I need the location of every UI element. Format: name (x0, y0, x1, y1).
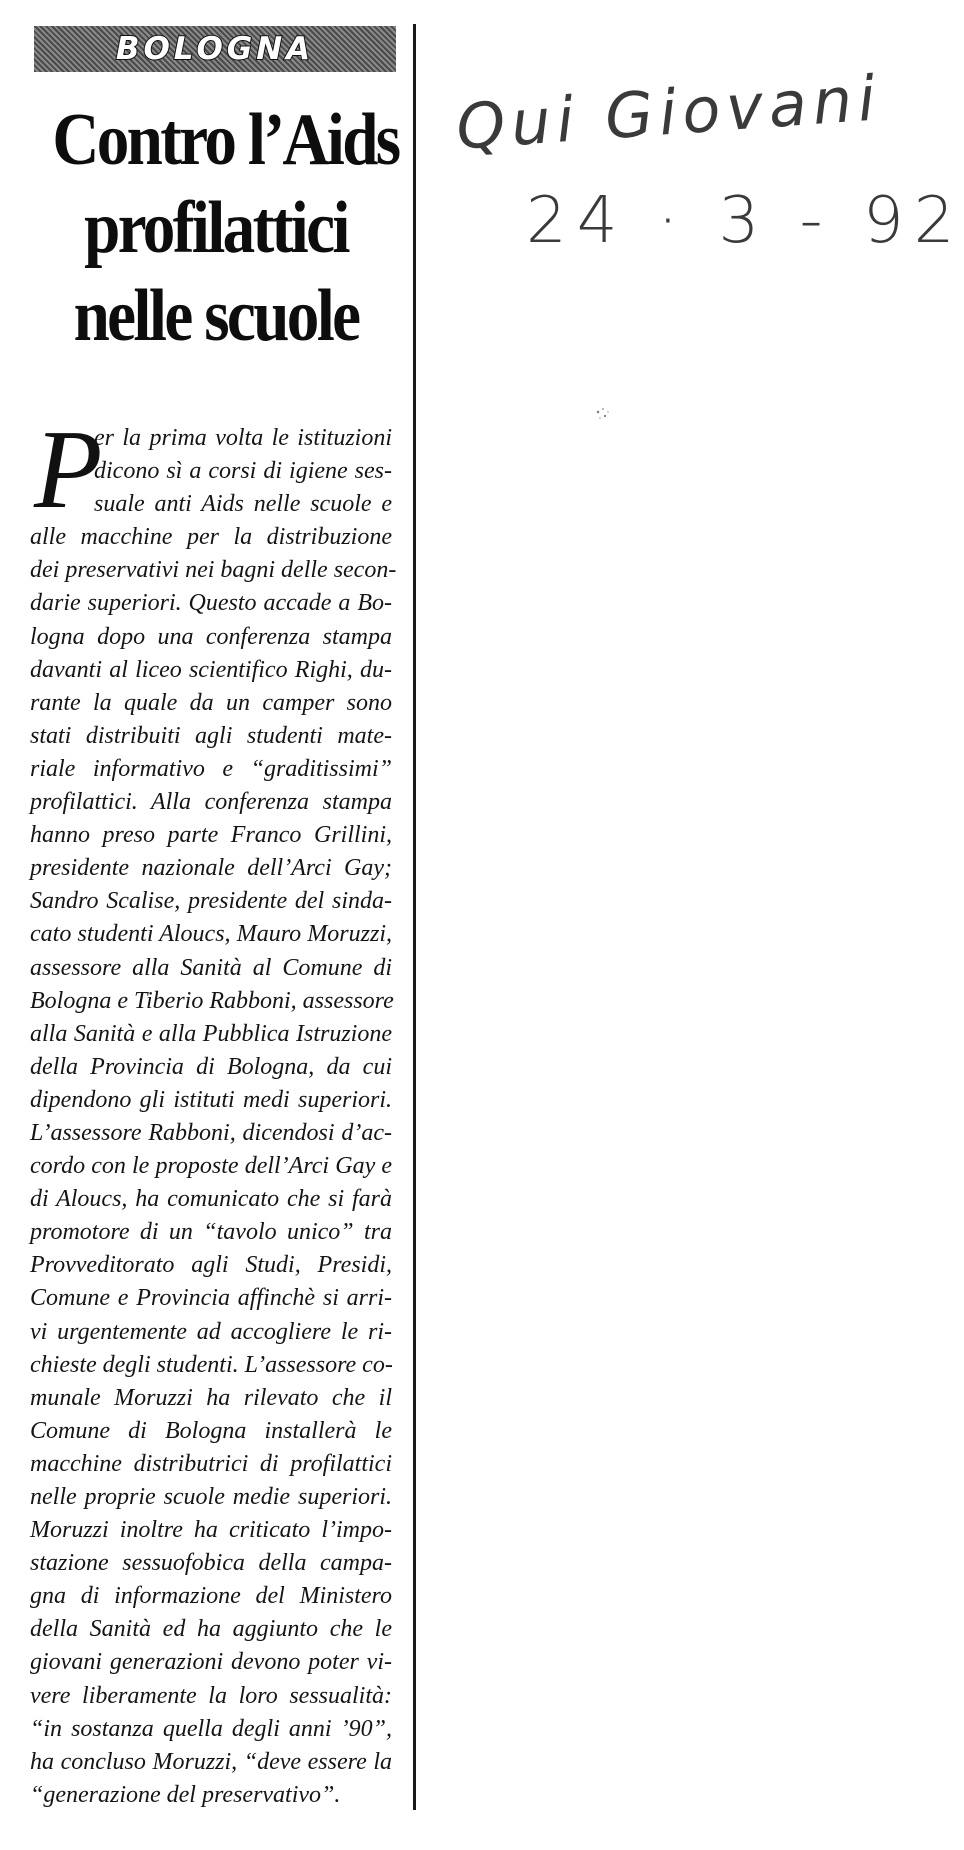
body-line: hanno preso parte Franco Grillini, (30, 822, 392, 849)
body-line: ha concluso Moruzzi, “deve essere la (30, 1748, 392, 1775)
handwritten-date: 24 · 3 - 92 (526, 184, 964, 258)
body-line: “in sostanza quella degli anni ’90”, (30, 1715, 392, 1742)
body-line: vere liberamente la loro sessualità: (30, 1682, 392, 1709)
body-line: assessore alla Sanità al Comune di (30, 954, 392, 981)
body-line: profilattici. Alla conferenza stampa (30, 789, 392, 816)
article-headline (52, 96, 399, 360)
body-line: Sandro Scalise, presidente del sinda- (30, 888, 392, 915)
section-kicker-label: BOLOGNA (115, 31, 315, 67)
body-line: gna di informazione del Ministero (30, 1583, 392, 1610)
drop-cap: P (34, 408, 103, 532)
body-line: darie superiori. Questo accade a Bo- (30, 590, 392, 617)
body-line: er la prima volta le istituzioni (94, 425, 392, 451)
body-line: macchine distributrici di profilattici (30, 1450, 392, 1477)
body-line: stati distribuiti agli studenti mate- (30, 722, 392, 749)
section-kicker (34, 26, 396, 72)
body-line: presidente nazionale dell’Arci Gay; (30, 855, 392, 882)
column-rule (413, 24, 416, 1810)
body-line: Bologna e Tiberio Rabboni, assessore (30, 987, 394, 1014)
body-line: L’assessore Rabboni, dicendosi d’ac- (30, 1119, 392, 1146)
body-line: cato studenti Aloucs, Mauro Moruzzi, (30, 921, 392, 948)
body-line: vi urgentemente ad accogliere le ri- (30, 1318, 392, 1345)
headline-line-1: Contro l’Aids (52, 99, 399, 181)
body-line: promotore di un “tavolo unico” tra (30, 1219, 392, 1246)
body-line: alla Sanità e alla Pubblica Istruzione (30, 1020, 392, 1047)
body-line: logna dopo una conferenza stampa (30, 623, 392, 650)
handwritten-source: Qui Giovani (453, 61, 884, 164)
body-line: stazione sessuofobica della campa- (30, 1550, 392, 1577)
body-line: suale anti Aids nelle scuole e (94, 491, 392, 518)
body-line: di Aloucs, ha comunicato che si farà (30, 1186, 392, 1213)
headline-line-3: nelle scuole (73, 275, 359, 357)
body-line: nelle proprie scuole medie superiori. (30, 1484, 392, 1510)
body-line: cordo con le proposte dell’Arci Gay e (30, 1153, 392, 1180)
body-line: chieste degli studenti. L’assessore co- (30, 1351, 393, 1378)
article-body (30, 408, 397, 1812)
body-line: munale Moruzzi ha rilevato che il (30, 1384, 392, 1411)
scan-speck (590, 402, 614, 426)
body-line: dipendono gli istituti medi superiori. (30, 1086, 392, 1113)
body-line: dei preservativi nei bagni delle secon- (30, 557, 397, 584)
body-line: della Provincia di Bologna, da cui (30, 1053, 392, 1080)
headline-line-2: profilattici (84, 187, 348, 269)
body-line: Comune e Provincia affinchè si arri- (30, 1285, 392, 1312)
body-line: alle macchine per la distribuzione (30, 524, 392, 551)
body-line: Provveditorato agli Studi, Presidi, (30, 1252, 392, 1279)
body-line: rante la quale da un camper sono (30, 689, 392, 716)
body-line: dicono sì a corsi di igiene ses- (94, 458, 392, 485)
body-line: riale informativo e “graditissimi” (30, 755, 392, 782)
body-line: davanti al liceo scientifico Righi, du- (30, 656, 392, 683)
body-line: “generazione del preservativo”. (30, 1781, 341, 1808)
body-line: giovani generazioni devono poter vi- (30, 1649, 392, 1676)
body-line: Comune di Bologna installerà le (30, 1417, 392, 1444)
body-line: Moruzzi inoltre ha criticato l’impo- (30, 1517, 392, 1544)
body-line: della Sanità ed ha aggiunto che le (30, 1616, 392, 1643)
